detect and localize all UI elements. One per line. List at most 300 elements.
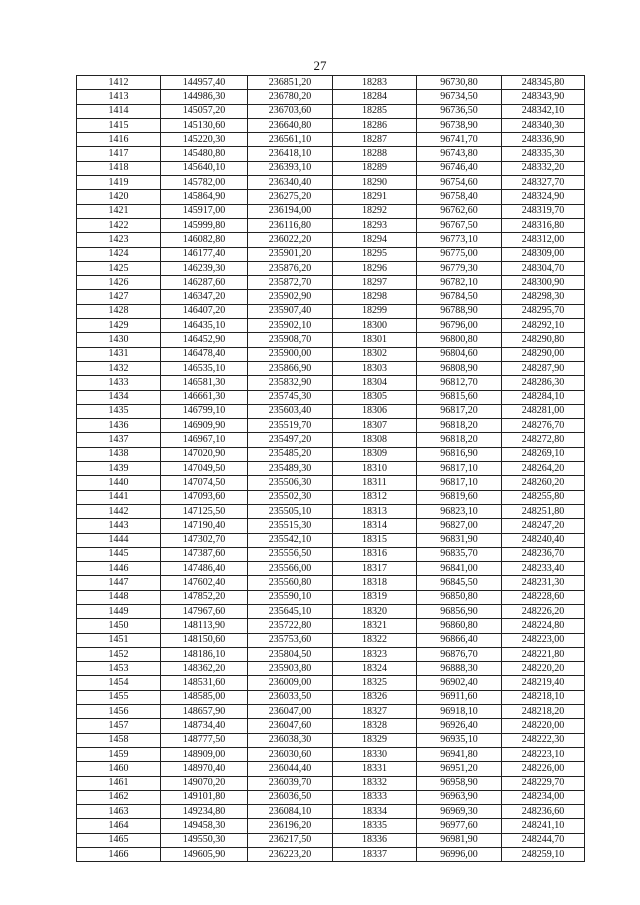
cell-point-number-b: 18308 <box>333 433 417 447</box>
table-row <box>77 261 585 275</box>
cell-point-number-b: 18296 <box>333 261 417 275</box>
cell-x-coordinate-a: 149605,90 <box>161 848 248 862</box>
cell-y-coordinate-b: 248327,70 <box>502 176 585 190</box>
cell-point-number-a: 1435 <box>77 404 161 418</box>
cell-x-coordinate-a: 148970,40 <box>161 762 248 776</box>
cell-x-coordinate-b: 96856,90 <box>417 604 502 618</box>
table-row <box>77 619 585 633</box>
cell-y-coordinate-a: 236022,20 <box>248 233 333 247</box>
cell-point-number-a: 1437 <box>77 433 161 447</box>
cell-point-number-b: 18337 <box>333 848 417 862</box>
cell-y-coordinate-a: 235485,20 <box>248 447 333 461</box>
cell-x-coordinate-a: 147093,60 <box>161 490 248 504</box>
cell-point-number-a: 1417 <box>77 147 161 161</box>
cell-y-coordinate-a: 236084,10 <box>248 805 333 819</box>
cell-y-coordinate-a: 236047,00 <box>248 705 333 719</box>
cell-y-coordinate-a: 235745,30 <box>248 390 333 404</box>
cell-x-coordinate-b: 96819,60 <box>417 490 502 504</box>
table-row <box>77 533 585 547</box>
cell-point-number-b: 18306 <box>333 404 417 418</box>
table-row <box>77 562 585 576</box>
cell-point-number-b: 18299 <box>333 304 417 318</box>
cell-y-coordinate-b: 248220,00 <box>502 719 585 733</box>
table-row <box>77 319 585 333</box>
cell-y-coordinate-b: 248290,80 <box>502 333 585 347</box>
cell-x-coordinate-b: 96738,90 <box>417 118 502 132</box>
cell-y-coordinate-b: 248221,80 <box>502 647 585 661</box>
cell-point-number-a: 1415 <box>77 118 161 132</box>
cell-y-coordinate-b: 248241,10 <box>502 819 585 833</box>
cell-x-coordinate-a: 148113,90 <box>161 619 248 633</box>
cell-x-coordinate-b: 96841,00 <box>417 562 502 576</box>
cell-x-coordinate-b: 96736,50 <box>417 104 502 118</box>
cell-point-number-b: 18325 <box>333 676 417 690</box>
cell-y-coordinate-b: 248244,70 <box>502 833 585 847</box>
cell-x-coordinate-b: 96969,30 <box>417 805 502 819</box>
cell-x-coordinate-a: 145057,20 <box>161 104 248 118</box>
cell-point-number-a: 1459 <box>77 747 161 761</box>
cell-y-coordinate-b: 248340,30 <box>502 118 585 132</box>
cell-point-number-b: 18297 <box>333 276 417 290</box>
cell-point-number-a: 1426 <box>77 276 161 290</box>
cell-x-coordinate-a: 146967,10 <box>161 433 248 447</box>
cell-point-number-b: 18313 <box>333 504 417 518</box>
cell-y-coordinate-a: 236340,40 <box>248 176 333 190</box>
cell-y-coordinate-a: 236038,30 <box>248 733 333 747</box>
cell-y-coordinate-b: 248251,80 <box>502 504 585 518</box>
cell-point-number-a: 1429 <box>77 319 161 333</box>
table-row <box>77 490 585 504</box>
cell-y-coordinate-b: 248286,30 <box>502 376 585 390</box>
cell-x-coordinate-a: 147190,40 <box>161 519 248 533</box>
cell-point-number-b: 18298 <box>333 290 417 304</box>
cell-y-coordinate-a: 235497,20 <box>248 433 333 447</box>
cell-point-number-a: 1418 <box>77 161 161 175</box>
cell-y-coordinate-a: 235872,70 <box>248 276 333 290</box>
cell-x-coordinate-b: 96788,90 <box>417 304 502 318</box>
cell-y-coordinate-b: 248300,90 <box>502 276 585 290</box>
cell-y-coordinate-b: 248223,10 <box>502 747 585 761</box>
cell-y-coordinate-b: 248345,80 <box>502 76 585 90</box>
cell-x-coordinate-a: 148150,60 <box>161 633 248 647</box>
cell-point-number-a: 1425 <box>77 261 161 275</box>
cell-y-coordinate-b: 248255,80 <box>502 490 585 504</box>
cell-point-number-a: 1442 <box>77 504 161 518</box>
cell-y-coordinate-a: 235603,40 <box>248 404 333 418</box>
cell-x-coordinate-b: 96876,70 <box>417 647 502 661</box>
table-row <box>77 805 585 819</box>
cell-point-number-b: 18287 <box>333 133 417 147</box>
cell-y-coordinate-b: 248224,80 <box>502 619 585 633</box>
cell-x-coordinate-a: 146581,30 <box>161 376 248 390</box>
cell-point-number-a: 1427 <box>77 290 161 304</box>
cell-point-number-a: 1419 <box>77 176 161 190</box>
table-row <box>77 90 585 104</box>
table-row <box>77 790 585 804</box>
cell-y-coordinate-a: 235722,80 <box>248 619 333 633</box>
cell-x-coordinate-a: 146661,30 <box>161 390 248 404</box>
cell-x-coordinate-a: 145480,80 <box>161 147 248 161</box>
cell-point-number-b: 18319 <box>333 590 417 604</box>
cell-point-number-a: 1450 <box>77 619 161 633</box>
cell-point-number-b: 18294 <box>333 233 417 247</box>
cell-y-coordinate-b: 248260,20 <box>502 476 585 490</box>
cell-x-coordinate-a: 147302,70 <box>161 533 248 547</box>
cell-x-coordinate-a: 146287,60 <box>161 276 248 290</box>
cell-point-number-a: 1457 <box>77 719 161 733</box>
cell-point-number-a: 1449 <box>77 604 161 618</box>
cell-point-number-b: 18317 <box>333 562 417 576</box>
table-row <box>77 304 585 318</box>
cell-x-coordinate-a: 148909,00 <box>161 747 248 761</box>
cell-y-coordinate-a: 236223,20 <box>248 848 333 862</box>
cell-x-coordinate-a: 146435,10 <box>161 319 248 333</box>
table-row <box>77 218 585 232</box>
cell-point-number-b: 18328 <box>333 719 417 733</box>
cell-point-number-a: 1438 <box>77 447 161 461</box>
cell-point-number-a: 1416 <box>77 133 161 147</box>
coordinates-table-body <box>77 76 585 862</box>
cell-x-coordinate-b: 96817,20 <box>417 404 502 418</box>
cell-x-coordinate-b: 96767,50 <box>417 218 502 232</box>
cell-point-number-a: 1422 <box>77 218 161 232</box>
cell-point-number-a: 1423 <box>77 233 161 247</box>
cell-point-number-a: 1453 <box>77 662 161 676</box>
cell-y-coordinate-b: 248287,90 <box>502 361 585 375</box>
table-row <box>77 819 585 833</box>
cell-x-coordinate-b: 96963,90 <box>417 790 502 804</box>
cell-y-coordinate-b: 248284,10 <box>502 390 585 404</box>
table-row <box>77 433 585 447</box>
table-row <box>77 390 585 404</box>
cell-y-coordinate-a: 236009,00 <box>248 676 333 690</box>
cell-y-coordinate-a: 236217,50 <box>248 833 333 847</box>
cell-x-coordinate-a: 145999,80 <box>161 218 248 232</box>
cell-x-coordinate-a: 148531,60 <box>161 676 248 690</box>
table-row <box>77 476 585 490</box>
table-row <box>77 576 585 590</box>
cell-x-coordinate-b: 96746,40 <box>417 161 502 175</box>
cell-x-coordinate-a: 147049,50 <box>161 462 248 476</box>
cell-x-coordinate-a: 146239,30 <box>161 261 248 275</box>
cell-x-coordinate-b: 96800,80 <box>417 333 502 347</box>
cell-y-coordinate-a: 236393,10 <box>248 161 333 175</box>
cell-x-coordinate-b: 96784,50 <box>417 290 502 304</box>
cell-point-number-a: 1421 <box>77 204 161 218</box>
cell-y-coordinate-b: 248240,40 <box>502 533 585 547</box>
cell-x-coordinate-b: 96754,60 <box>417 176 502 190</box>
table-row <box>77 404 585 418</box>
cell-y-coordinate-b: 248228,60 <box>502 590 585 604</box>
cell-x-coordinate-a: 148186,10 <box>161 647 248 661</box>
cell-x-coordinate-b: 96996,00 <box>417 848 502 862</box>
cell-y-coordinate-a: 235519,70 <box>248 419 333 433</box>
cell-y-coordinate-a: 236703,60 <box>248 104 333 118</box>
cell-x-coordinate-a: 147852,20 <box>161 590 248 604</box>
cell-point-number-a: 1432 <box>77 361 161 375</box>
cell-x-coordinate-b: 96902,40 <box>417 676 502 690</box>
cell-point-number-a: 1443 <box>77 519 161 533</box>
cell-x-coordinate-b: 96831,90 <box>417 533 502 547</box>
cell-y-coordinate-a: 235903,80 <box>248 662 333 676</box>
cell-y-coordinate-a: 235542,10 <box>248 533 333 547</box>
cell-point-number-b: 18322 <box>333 633 417 647</box>
cell-y-coordinate-a: 236030,60 <box>248 747 333 761</box>
cell-x-coordinate-b: 96816,90 <box>417 447 502 461</box>
cell-y-coordinate-b: 248223,00 <box>502 633 585 647</box>
table-row <box>77 419 585 433</box>
table-row <box>77 633 585 647</box>
cell-y-coordinate-b: 248335,30 <box>502 147 585 161</box>
cell-y-coordinate-b: 248269,10 <box>502 447 585 461</box>
cell-point-number-b: 18291 <box>333 190 417 204</box>
cell-point-number-a: 1434 <box>77 390 161 404</box>
table-row <box>77 361 585 375</box>
cell-point-number-b: 18334 <box>333 805 417 819</box>
cell-point-number-a: 1448 <box>77 590 161 604</box>
cell-point-number-b: 18284 <box>333 90 417 104</box>
cell-y-coordinate-b: 248218,20 <box>502 705 585 719</box>
cell-x-coordinate-a: 149550,30 <box>161 833 248 847</box>
cell-x-coordinate-b: 96888,30 <box>417 662 502 676</box>
cell-y-coordinate-a: 235804,50 <box>248 647 333 661</box>
cell-x-coordinate-a: 146909,90 <box>161 419 248 433</box>
cell-y-coordinate-a: 236116,80 <box>248 218 333 232</box>
table-row <box>77 676 585 690</box>
cell-point-number-b: 18300 <box>333 319 417 333</box>
cell-y-coordinate-b: 248236,60 <box>502 805 585 819</box>
cell-point-number-b: 18288 <box>333 147 417 161</box>
cell-x-coordinate-b: 96782,10 <box>417 276 502 290</box>
cell-y-coordinate-a: 236196,20 <box>248 819 333 833</box>
cell-y-coordinate-a: 235907,40 <box>248 304 333 318</box>
cell-point-number-a: 1458 <box>77 733 161 747</box>
cell-y-coordinate-a: 236044,40 <box>248 762 333 776</box>
cell-x-coordinate-a: 147020,90 <box>161 447 248 461</box>
cell-point-number-b: 18314 <box>333 519 417 533</box>
cell-y-coordinate-b: 248233,40 <box>502 562 585 576</box>
table-row <box>77 104 585 118</box>
cell-x-coordinate-b: 96817,10 <box>417 462 502 476</box>
cell-point-number-a: 1454 <box>77 676 161 690</box>
cell-x-coordinate-a: 149101,80 <box>161 790 248 804</box>
table-row <box>77 733 585 747</box>
cell-point-number-b: 18304 <box>333 376 417 390</box>
table-row <box>77 276 585 290</box>
cell-x-coordinate-b: 96845,50 <box>417 576 502 590</box>
cell-y-coordinate-b: 248218,10 <box>502 690 585 704</box>
cell-x-coordinate-a: 147602,40 <box>161 576 248 590</box>
cell-y-coordinate-b: 248231,30 <box>502 576 585 590</box>
cell-point-number-a: 1436 <box>77 419 161 433</box>
cell-x-coordinate-b: 96941,80 <box>417 747 502 761</box>
cell-x-coordinate-a: 147967,60 <box>161 604 248 618</box>
cell-x-coordinate-b: 96818,20 <box>417 433 502 447</box>
table-row <box>77 118 585 132</box>
cell-point-number-a: 1413 <box>77 90 161 104</box>
cell-x-coordinate-a: 146407,20 <box>161 304 248 318</box>
cell-x-coordinate-b: 96951,20 <box>417 762 502 776</box>
cell-x-coordinate-b: 96741,70 <box>417 133 502 147</box>
cell-point-number-b: 18331 <box>333 762 417 776</box>
cell-x-coordinate-b: 96827,00 <box>417 519 502 533</box>
cell-y-coordinate-b: 248304,70 <box>502 261 585 275</box>
cell-x-coordinate-b: 96835,70 <box>417 547 502 561</box>
cell-x-coordinate-a: 148362,20 <box>161 662 248 676</box>
cell-point-number-a: 1461 <box>77 776 161 790</box>
cell-y-coordinate-a: 236039,70 <box>248 776 333 790</box>
cell-x-coordinate-b: 96808,90 <box>417 361 502 375</box>
table-row <box>77 762 585 776</box>
table-row <box>77 233 585 247</box>
coordinates-table <box>76 75 585 862</box>
cell-y-coordinate-b: 248312,00 <box>502 233 585 247</box>
cell-x-coordinate-b: 96796,00 <box>417 319 502 333</box>
cell-y-coordinate-b: 248259,10 <box>502 848 585 862</box>
cell-x-coordinate-a: 146452,90 <box>161 333 248 347</box>
cell-y-coordinate-a: 236780,20 <box>248 90 333 104</box>
cell-y-coordinate-b: 248298,30 <box>502 290 585 304</box>
cell-x-coordinate-a: 148585,00 <box>161 690 248 704</box>
cell-y-coordinate-b: 248281,00 <box>502 404 585 418</box>
cell-y-coordinate-a: 235753,60 <box>248 633 333 647</box>
cell-x-coordinate-a: 145917,00 <box>161 204 248 218</box>
cell-y-coordinate-a: 235515,30 <box>248 519 333 533</box>
cell-y-coordinate-a: 235876,20 <box>248 261 333 275</box>
cell-y-coordinate-a: 236036,50 <box>248 790 333 804</box>
cell-y-coordinate-a: 236047,60 <box>248 719 333 733</box>
cell-point-number-a: 1462 <box>77 790 161 804</box>
cell-x-coordinate-b: 96773,10 <box>417 233 502 247</box>
cell-x-coordinate-a: 149458,30 <box>161 819 248 833</box>
cell-point-number-b: 18321 <box>333 619 417 633</box>
cell-x-coordinate-a: 145782,00 <box>161 176 248 190</box>
cell-y-coordinate-a: 235900,00 <box>248 347 333 361</box>
cell-y-coordinate-b: 248324,90 <box>502 190 585 204</box>
cell-x-coordinate-a: 146347,20 <box>161 290 248 304</box>
table-row <box>77 376 585 390</box>
cell-x-coordinate-b: 96743,80 <box>417 147 502 161</box>
cell-x-coordinate-b: 96958,90 <box>417 776 502 790</box>
cell-point-number-a: 1441 <box>77 490 161 504</box>
cell-point-number-b: 18326 <box>333 690 417 704</box>
cell-point-number-b: 18305 <box>333 390 417 404</box>
cell-point-number-a: 1446 <box>77 562 161 576</box>
cell-x-coordinate-a: 148657,90 <box>161 705 248 719</box>
cell-point-number-b: 18311 <box>333 476 417 490</box>
cell-point-number-a: 1440 <box>77 476 161 490</box>
cell-y-coordinate-a: 235502,30 <box>248 490 333 504</box>
cell-point-number-a: 1452 <box>77 647 161 661</box>
table-row <box>77 204 585 218</box>
cell-point-number-b: 18295 <box>333 247 417 261</box>
cell-y-coordinate-a: 235566,00 <box>248 562 333 576</box>
cell-point-number-a: 1428 <box>77 304 161 318</box>
cell-x-coordinate-b: 96818,20 <box>417 419 502 433</box>
cell-point-number-a: 1424 <box>77 247 161 261</box>
cell-point-number-b: 18310 <box>333 462 417 476</box>
table-row <box>77 747 585 761</box>
cell-y-coordinate-a: 235901,20 <box>248 247 333 261</box>
cell-x-coordinate-a: 146478,40 <box>161 347 248 361</box>
table-row <box>77 290 585 304</box>
table-row <box>77 833 585 847</box>
cell-point-number-a: 1460 <box>77 762 161 776</box>
cell-x-coordinate-b: 96775,00 <box>417 247 502 261</box>
cell-y-coordinate-b: 248219,40 <box>502 676 585 690</box>
cell-y-coordinate-a: 236275,20 <box>248 190 333 204</box>
cell-y-coordinate-b: 248236,70 <box>502 547 585 561</box>
cell-point-number-b: 18307 <box>333 419 417 433</box>
cell-point-number-b: 18324 <box>333 662 417 676</box>
cell-point-number-b: 18290 <box>333 176 417 190</box>
cell-y-coordinate-a: 236851,20 <box>248 76 333 90</box>
cell-point-number-a: 1414 <box>77 104 161 118</box>
cell-point-number-b: 18301 <box>333 333 417 347</box>
cell-y-coordinate-b: 248272,80 <box>502 433 585 447</box>
cell-point-number-b: 18330 <box>333 747 417 761</box>
cell-y-coordinate-a: 235645,10 <box>248 604 333 618</box>
cell-x-coordinate-a: 149234,80 <box>161 805 248 819</box>
cell-point-number-b: 18327 <box>333 705 417 719</box>
cell-x-coordinate-b: 96977,60 <box>417 819 502 833</box>
cell-x-coordinate-b: 96918,10 <box>417 705 502 719</box>
cell-x-coordinate-b: 96817,10 <box>417 476 502 490</box>
cell-x-coordinate-b: 96758,40 <box>417 190 502 204</box>
cell-y-coordinate-b: 248336,90 <box>502 133 585 147</box>
cell-point-number-b: 18309 <box>333 447 417 461</box>
cell-point-number-b: 18316 <box>333 547 417 561</box>
cell-x-coordinate-b: 96935,10 <box>417 733 502 747</box>
table-row <box>77 161 585 175</box>
cell-y-coordinate-b: 248222,30 <box>502 733 585 747</box>
table-row <box>77 705 585 719</box>
cell-point-number-a: 1439 <box>77 462 161 476</box>
cell-x-coordinate-a: 148734,40 <box>161 719 248 733</box>
cell-x-coordinate-a: 144986,30 <box>161 90 248 104</box>
cell-y-coordinate-a: 235489,30 <box>248 462 333 476</box>
table-row <box>77 462 585 476</box>
cell-x-coordinate-b: 96730,80 <box>417 76 502 90</box>
cell-y-coordinate-a: 236194,00 <box>248 204 333 218</box>
table-row <box>77 547 585 561</box>
cell-point-number-b: 18303 <box>333 361 417 375</box>
cell-point-number-b: 18320 <box>333 604 417 618</box>
cell-point-number-a: 1464 <box>77 819 161 833</box>
cell-point-number-b: 18283 <box>333 76 417 90</box>
cell-y-coordinate-a: 236640,80 <box>248 118 333 132</box>
cell-point-number-a: 1444 <box>77 533 161 547</box>
cell-y-coordinate-a: 235506,30 <box>248 476 333 490</box>
cell-y-coordinate-b: 248316,80 <box>502 218 585 232</box>
cell-y-coordinate-b: 248234,00 <box>502 790 585 804</box>
cell-y-coordinate-b: 248343,90 <box>502 90 585 104</box>
cell-point-number-b: 18302 <box>333 347 417 361</box>
cell-x-coordinate-b: 96823,10 <box>417 504 502 518</box>
table-row <box>77 848 585 862</box>
cell-x-coordinate-b: 96779,30 <box>417 261 502 275</box>
cell-point-number-a: 1420 <box>77 190 161 204</box>
cell-x-coordinate-a: 147074,50 <box>161 476 248 490</box>
table-row <box>77 690 585 704</box>
cell-y-coordinate-a: 236418,10 <box>248 147 333 161</box>
cell-x-coordinate-b: 96911,60 <box>417 690 502 704</box>
cell-x-coordinate-b: 96981,90 <box>417 833 502 847</box>
cell-x-coordinate-b: 96866,40 <box>417 633 502 647</box>
cell-point-number-b: 18315 <box>333 533 417 547</box>
cell-point-number-b: 18332 <box>333 776 417 790</box>
cell-y-coordinate-a: 236033,50 <box>248 690 333 704</box>
